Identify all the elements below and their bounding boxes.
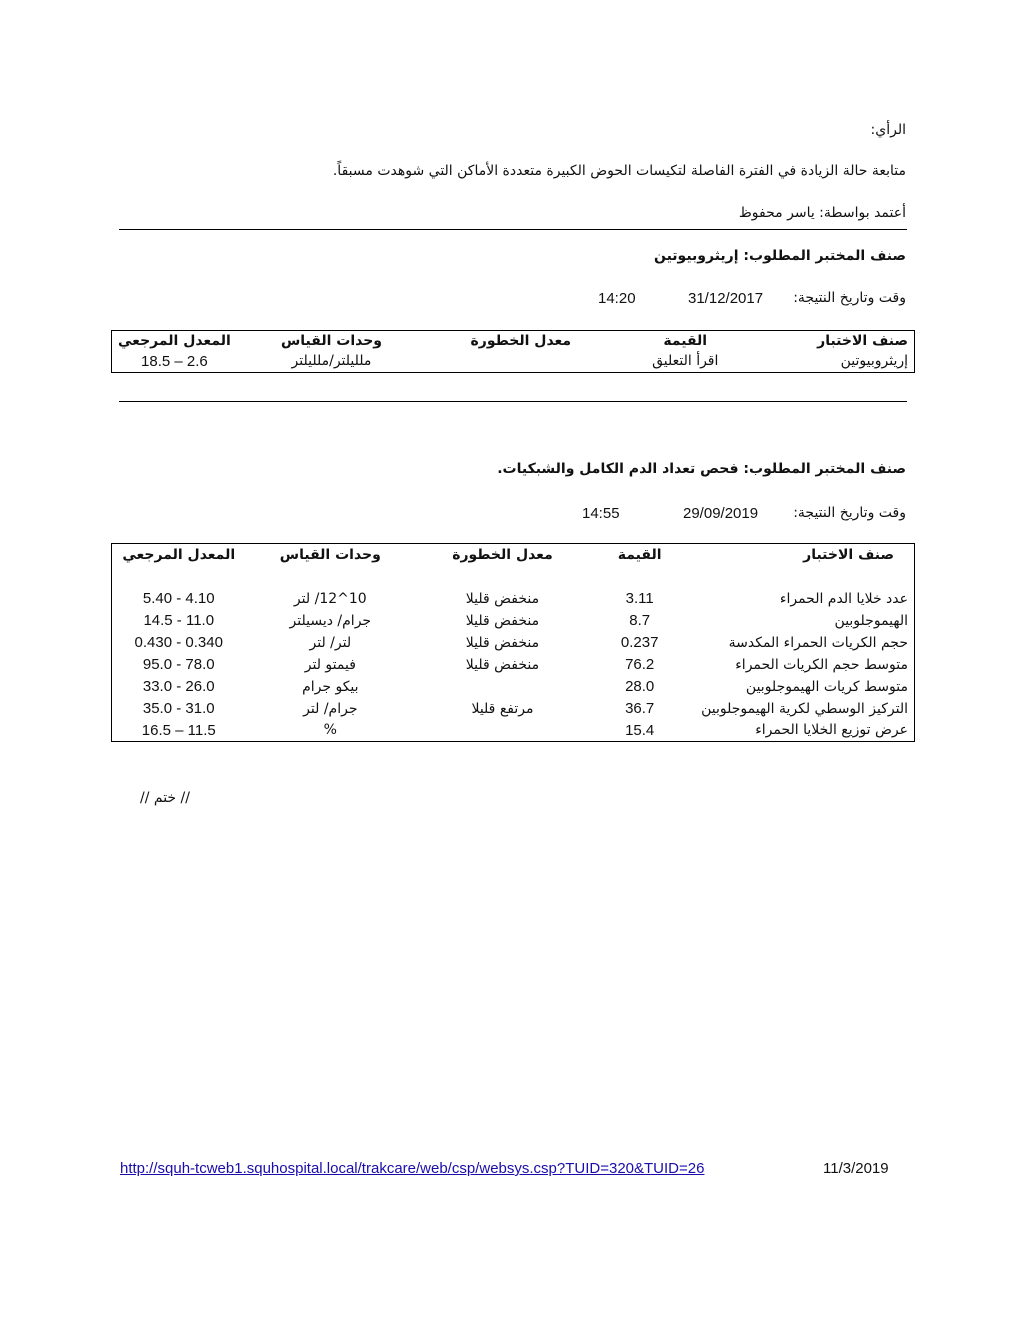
table-row [112,632,915,654]
header-severity: معدل الخطورة [470,332,572,349]
table-row [112,588,915,610]
section2-title: صنف المختبر المطلوب: فحص تعداد الدم الكامل والشبكيات. [497,461,906,477]
cell-reference-range: 14.5 - 11.0 [143,612,215,629]
table-row [112,676,915,698]
cell-severity [426,351,615,373]
header-value: القيمة [663,332,708,349]
cell-test-name: عدد خلايا الدم الحمراء [779,590,908,607]
cell-test-name: متوسط كريات الهيموجلوبين [745,678,908,695]
table-spacer-row [112,566,915,588]
header-reference-range: المعدل المرجعي [118,332,231,349]
cell-unit: جرام/ لتر [303,700,358,717]
header-reference-range: المعدل المرجعي [122,546,236,563]
table-row [112,351,915,373]
section1-date: 31/12/2017 [688,290,764,307]
cell-value: 3.11 [625,590,654,607]
section1-time: 14:20 [598,290,636,307]
end-stamp: // ختم // [140,790,190,806]
header-test-name: صنف الاختبار [803,546,894,563]
results-table-1 [111,330,915,373]
cell-unit: بيكو جرام [302,678,359,695]
cell-unit: ملليلتر/ملليلتر [291,353,372,370]
cell-test-name: الهيموجلوبين [834,612,908,629]
results-table-2 [111,543,915,742]
cell-value: 15.4 [625,721,655,739]
footer-url-link[interactable]: http://squh-tcweb1.squhospital.local/trakcare/web/csp/websys.csp?TUID=320&TUID=26 [120,1160,705,1177]
footer-date: 11/3/2019 [823,1160,889,1177]
cell-severity [415,720,590,742]
cell-value: اقرأ التعليق [652,353,719,370]
cell-severity: منخفض قليلا [465,656,540,673]
table-header-row [112,331,915,351]
cell-unit: لتر/ لتر [309,634,352,651]
cell-test-name: متوسط حجم الكريات الحمراء [735,656,908,673]
cell-severity: منخفض قليلا [465,634,540,651]
table-row [112,654,915,676]
table-row [112,720,915,742]
header-test-name: صنف الاختبار [817,332,908,349]
header-unit: وحدات القياس [279,546,381,563]
divider [119,401,907,402]
cell-reference-range: 0.430 - 0.340 [134,634,223,651]
section1-title: صنف المختبر المطلوب: إريثروبيوتين [653,248,906,264]
table-row [112,698,915,720]
header-severity: معدل الخطورة [452,546,553,563]
table-row [112,610,915,632]
section1-datetime-label: وقت وتاريخ النتيجة: [793,290,906,306]
header-value: القيمة [617,546,662,563]
cell-unit: جرام/ ديسيلتر [289,612,372,629]
cell-test-name: حجم الكريات الحمراء المكدسة [728,634,908,651]
cell-test-name: التركيز الوسطي لكرية الهيموجلوبين [701,700,908,717]
cell-test-name: إريثروبيوتين [840,353,908,370]
cell-value: 76.2 [625,656,655,673]
cell-reference-range: 35.0 - 31.0 [142,700,215,717]
cell-severity: مرتفع قليلا [471,700,534,717]
cell-value: 8.7 [629,612,651,629]
cell-reference-range: 33.0 - 26.0 [142,678,215,695]
cell-severity [415,676,590,698]
section2-date: 29/09/2019 [683,505,759,522]
cell-reference-range: 95.0 - 78.0 [142,656,215,673]
cell-value: 36.7 [625,700,655,717]
section2-datetime-label: وقت وتاريخ النتيجة: [793,505,906,521]
divider [119,229,907,230]
cell-test-name: عرض توزيع الخلايا الحمراء [755,722,908,739]
cell-severity: منخفض قليلا [465,612,540,629]
table-header-row [112,544,915,566]
cell-reference-range: 5.40 - 4.10 [142,590,215,607]
cell-reference-range: 16.5 – 11.5 [141,721,216,739]
cell-unit: فيمتو لتر [304,656,356,673]
cell-value: 28.0 [625,678,655,695]
opinion-text: متابعة حالة الزيادة في الفترة الفاصلة لتكيسات الحوض الكبيرة متعددة الأماكن التي شوهدت مسبقاً. [332,163,906,179]
cell-severity: منخفض قليلا [465,590,540,607]
cell-value: 0.237 [620,634,659,651]
opinion-label: الرأي: [870,122,906,138]
cell-unit: % [323,722,337,739]
section2-time: 14:55 [582,505,620,522]
cell-unit: 10^12/ لتر [293,590,367,607]
cell-reference-range: 18.5 – 2.6 [141,352,208,370]
header-unit: وحدات القياس [280,332,382,349]
approved-by: أعتمد بواسطة: ياسر محفوظ [738,205,906,221]
